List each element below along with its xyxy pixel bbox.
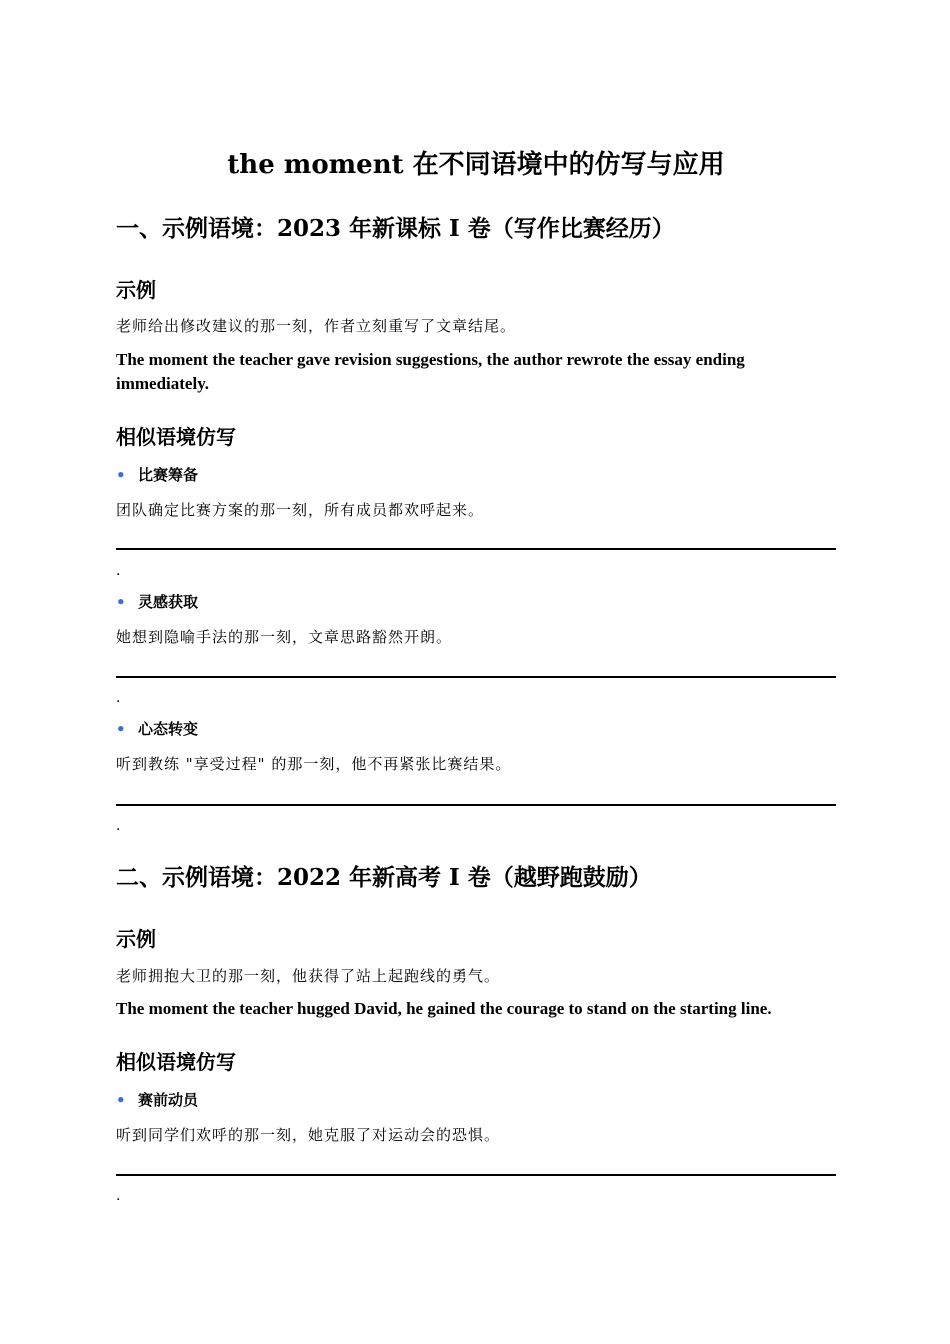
- bullet-icon: •: [116, 1091, 126, 1109]
- section-2-example-heading: 示例: [116, 927, 156, 951]
- bullet-icon: •: [116, 466, 126, 484]
- bullet-icon: •: [116, 720, 126, 738]
- section-2-practice-heading: 相似语境仿写: [116, 1050, 236, 1074]
- section-2-item-1-label: [116, 1088, 198, 1112]
- section-1-item-1-prompt: 团队确定比赛方案的那一刻，所有成员都欢呼起来。: [116, 501, 485, 519]
- section-1-item-2-prompt: 她想到隐喻手法的那一刻，文章思路豁然开朗。: [116, 628, 453, 646]
- section-1-practice-heading: 相似语境仿写: [116, 425, 236, 449]
- answer-end-dot: .: [116, 563, 121, 579]
- section-1-example-english: The moment the teacher gave revision suggestions, the author rewrote the essay ending immediately.: [116, 350, 745, 393]
- answer-end-dot: .: [116, 690, 121, 706]
- section-1-item-2-answer-line[interactable]: [116, 676, 836, 678]
- item-label: 赛前动员: [138, 1091, 199, 1109]
- document-title: the moment 在不同语境中的仿写与应用: [227, 150, 725, 180]
- section-2-item-1-prompt: 听到同学们欢呼的那一刻，她克服了对运动会的恐惧。: [116, 1126, 501, 1144]
- section-1-item-3-label: [116, 717, 198, 741]
- item-label: 比赛筹备: [138, 466, 199, 484]
- section-1-heading: 一、示例语境：2023 年新课标 Ⅰ 卷（写作比赛经历）: [116, 215, 675, 242]
- item-label: 心态转变: [138, 720, 199, 738]
- section-2-item-1-answer-line[interactable]: [116, 1174, 836, 1176]
- section-1-example-chinese: 老师给出修改建议的那一刻，作者立刻重写了文章结尾。: [116, 317, 517, 335]
- answer-end-dot: .: [116, 1188, 121, 1204]
- section-1-item-2-label: [116, 590, 198, 614]
- section-2-heading: 二、示例语境：2022 年新高考 Ⅰ 卷（越野跑鼓励）: [116, 864, 652, 891]
- bullet-icon: •: [116, 593, 126, 611]
- section-1-item-3-prompt: 听到教练 "享受过程" 的那一刻，他不再紧张比赛结果。: [116, 755, 512, 773]
- answer-end-dot: .: [116, 818, 121, 834]
- section-1-item-3-answer-line[interactable]: [116, 804, 836, 806]
- section-2-example-chinese: 老师拥抱大卫的那一刻，他获得了站上起跑线的勇气。: [116, 967, 501, 985]
- section-1-item-1-label: [116, 463, 198, 487]
- section-1-example-heading: 示例: [116, 278, 156, 302]
- item-label: 灵感获取: [138, 593, 199, 611]
- section-1-item-1-answer-line[interactable]: [116, 548, 836, 550]
- section-2-example-english: The moment the teacher hugged David, he gained the courage to stand on the starting line.: [116, 999, 772, 1018]
